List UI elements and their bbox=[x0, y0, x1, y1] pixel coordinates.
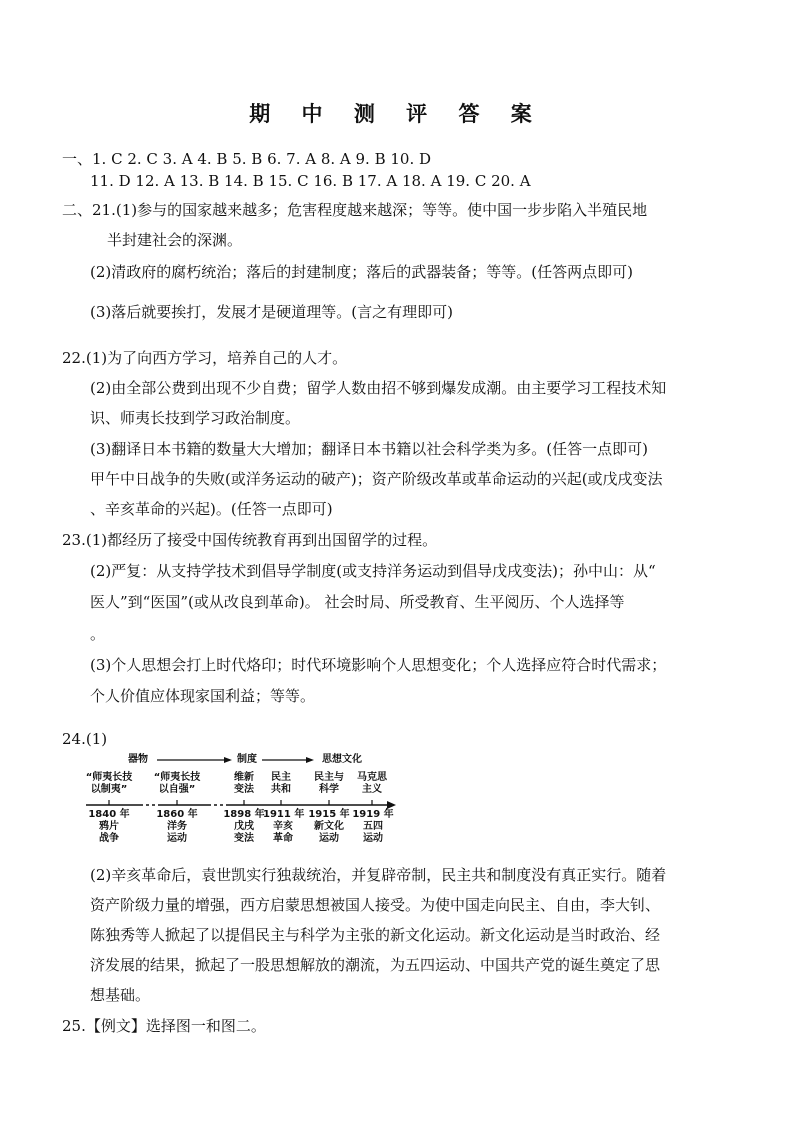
stage-arrowhead-1 bbox=[224, 757, 232, 763]
answer-line: 。 bbox=[90, 625, 106, 643]
timeline-bottom-label: 1840 年 鸦片 战争 bbox=[88, 809, 130, 844]
answer-line: 资产阶级力量的增强，西方启蒙思想被国人接受。为使中国走向民主、自由，李大钊、 bbox=[90, 896, 661, 914]
answer-line: 24.(1) bbox=[62, 730, 108, 748]
answer-line: 半封建社会的深渊。 bbox=[107, 231, 243, 249]
timeline-bottom-label: 1860 年 洋务 运动 bbox=[156, 809, 198, 844]
answer-line: 陈独秀等人掀起了以提倡民主与科学为主张的新文化运动。新文化运动是当时政治、经 bbox=[90, 926, 661, 944]
timeline-top-label: 维新 变法 bbox=[234, 772, 254, 795]
answer-line: 25.【例文】选择图一和图二。 bbox=[62, 1017, 266, 1035]
answer-line: 23.(1)都经历了接受中国传统教育再到出国留学的过程。 bbox=[62, 531, 438, 549]
stage-arrowhead-2 bbox=[306, 757, 314, 763]
answer-line: 济发展的结果，掀起了一股思想解放的潮流，为五四运动、中国共产党的诞生奠定了思 bbox=[90, 956, 661, 974]
answer-line: 甲午中日战争的失败(或洋务运动的破产)；资产阶级改革或革命运动的兴起(或戊戌变法 bbox=[90, 470, 663, 488]
stage-label: 制度 bbox=[237, 754, 257, 765]
answer-line: (2)严复：从支持学技术到倡导学制度(或支持洋务运动到倡导戊戌变法)；孙中山：从“ bbox=[90, 562, 656, 580]
answer-line: (2)由全部公费到出现不少自费；留学人数由招不够到爆发成潮。由主要学习工程技术知 bbox=[90, 379, 667, 397]
answer-line: (2)清政府的腐朽统治；落后的封建制度；落后的武器装备；等等。(任答两点即可) bbox=[90, 263, 633, 281]
timeline-bottom-label: 1911 年 辛亥 革命 bbox=[263, 809, 305, 844]
answer-line: 二、21.(1)参与的国家越来越多；危害程度越来越深；等等。使中国一步步陷入半殖民地 bbox=[62, 201, 648, 219]
stage-label: 思想文化 bbox=[322, 754, 362, 765]
timeline-bottom-label: 1919 年 五四 运动 bbox=[352, 809, 394, 844]
answer-line: (3)个人思想会打上时代烙印；时代环境影响个人思想变化；个人选择应符合时代需求； bbox=[90, 656, 667, 674]
answer-line: 医人”到“医国”(或从改良到革命)。 社会时局、所受教育、生平阅历、个人选择等 bbox=[90, 593, 625, 611]
timeline-top-label: “师夷长技 以制夷” bbox=[85, 772, 133, 795]
answer-line: 11. D 12. A 13. B 14. B 15. C 16. B 17. A 18. A 19. C 20. A bbox=[90, 172, 531, 190]
answer-line: 识、师夷长技到学习政治制度。 bbox=[90, 409, 301, 427]
page-title: 期 中 测 评 答 案 bbox=[249, 101, 544, 126]
answer-line: 一、1. C 2. C 3. A 4. B 5. B 6. 7. A 8. A 9. B 10. D bbox=[62, 150, 432, 168]
axis-arrowhead bbox=[387, 801, 396, 809]
answer-line: (2)辛亥革命后，袁世凯实行独裁统治，并复辟帝制，民主共和制度没有真正实行。随着 bbox=[90, 866, 667, 884]
timeline-top-label: “师夷长技 以自强” bbox=[153, 772, 201, 795]
answer-line: (3)翻译日本书籍的数量大大增加；翻译日本书籍以社会科学类为多。(任答一点即可) bbox=[90, 440, 648, 458]
timeline-bottom-label: 1915 年 新文化 运动 bbox=[308, 809, 350, 844]
timeline-top-label: 民主与 科学 bbox=[314, 772, 344, 795]
answer-line: 22.(1)为了向西方学习，培养自己的人才。 bbox=[62, 349, 348, 367]
timeline-top-label: 马克思 主义 bbox=[357, 772, 387, 795]
timeline-bottom-label: 1898 年 戊戌 变法 bbox=[223, 809, 265, 844]
stage-label: 器物 bbox=[128, 754, 148, 765]
answer-line: (3)落后就要挨打，发展才是硬道理等。(言之有理即可) bbox=[90, 303, 453, 321]
answer-line: 个人价值应体现家国利益；等等。 bbox=[90, 687, 316, 705]
timeline-top-label: 民主 共和 bbox=[271, 772, 291, 795]
answer-line: 想基础。 bbox=[90, 986, 151, 1004]
answer-line: 、辛亥革命的兴起)。(任答一点即可) bbox=[90, 500, 333, 518]
